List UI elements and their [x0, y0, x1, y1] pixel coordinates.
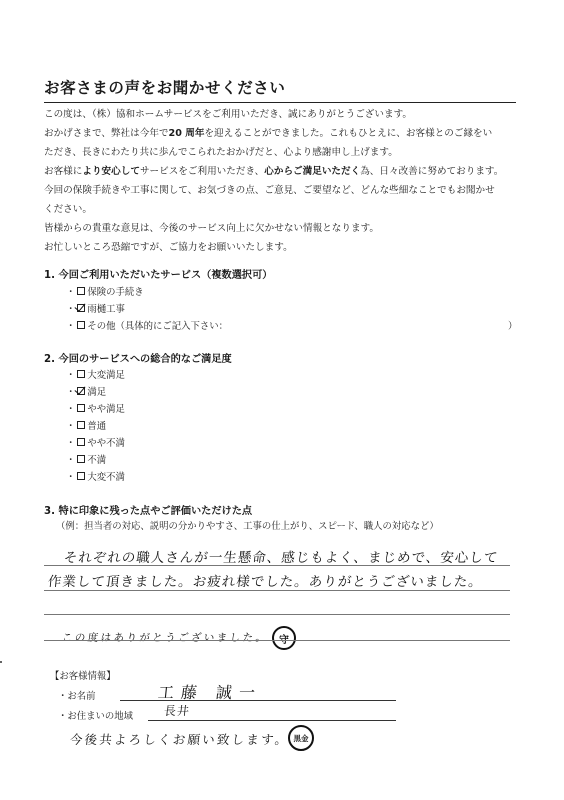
handwritten-comment-line2: 作業して頂きました。お疲れ様でした。ありがとうございました。 — [46, 574, 484, 590]
writing-line — [44, 640, 510, 641]
close-paren: ） — [508, 321, 518, 332]
checkbox[interactable] — [77, 421, 85, 429]
intro-line: お客様により安心してサービスをご利用いただき、心からご満足いただく為、日々改善に努めております。 — [44, 166, 504, 177]
satisfaction-option[interactable]: ・ やや満足 — [66, 404, 125, 415]
page-title: お客さまの声をお聞かせください — [44, 76, 516, 103]
intro-line: おかげさまで、弊社は今年で20 周年を迎えることができました。これもひとえに、お客様とのご縁をい — [44, 128, 493, 139]
checkbox-checked[interactable] — [77, 387, 85, 395]
intro-line: ただき、長きにわたり共に歩んでこられたおかげだと、心より感謝申し上げます。 — [44, 147, 398, 158]
satisfaction-option[interactable]: ・ 満足 — [66, 387, 107, 398]
checkbox[interactable] — [77, 438, 85, 446]
writing-line — [44, 614, 510, 615]
handwritten-comment-line1: それぞれの職人さんが一生懸命、感じもよく、まじめで、安心して — [62, 550, 500, 566]
customer-info-label: 【お客様情報】 — [50, 671, 116, 682]
section3-heading: 3. 特に印象に残った点やご評価いただけた点 — [44, 506, 253, 517]
satisfaction-option[interactable]: ・ 大変満足 — [66, 370, 125, 381]
name-value: 工藤 誠一 — [156, 683, 263, 702]
checkbox[interactable] — [77, 404, 85, 412]
area-underline — [148, 720, 396, 721]
service-option[interactable]: ・ 保険の手続き — [66, 287, 144, 298]
name-underline — [120, 700, 396, 701]
name-label: ・お名前 — [58, 691, 96, 702]
writing-line — [44, 565, 510, 566]
service-option[interactable]: ・ その他（具体的にご記入下さい： — [66, 321, 229, 332]
scan-speck — [0, 661, 2, 663]
handwritten-comment-line3: この度はありがとうございました。 — [61, 632, 269, 644]
intro-line: お忙しいところ恐縮ですが、ご協力をお願いいたします。 — [44, 242, 293, 253]
section3-note: （例：担当者の対応、説明の分かりやすさ、工事の仕上がり、スピード、職人の対応など） — [56, 521, 439, 532]
satisfaction-option[interactable]: ・ 不満 — [66, 455, 107, 466]
checkbox[interactable] — [77, 287, 85, 295]
writing-line — [44, 590, 510, 591]
intro-line: 今回の保険手続きや工事に関して、お気づきの点、ご意見、ご要望など、どんな些細なことでもお聞かせ — [44, 185, 495, 196]
intro-line: この度は、（株）協和ホームサービスをご利用いただき、誠にありがとうございます。 — [44, 109, 413, 120]
checkbox[interactable] — [77, 472, 85, 480]
checkbox-checked[interactable] — [77, 304, 85, 312]
checkbox[interactable] — [77, 321, 85, 329]
checkbox[interactable] — [77, 370, 85, 378]
service-option[interactable]: ・ 雨樋工事 — [66, 304, 125, 315]
section2-heading: 2. 今回のサービスへの総合的なご満足度 — [44, 354, 232, 365]
satisfaction-option[interactable]: ・ やや不満 — [66, 438, 125, 449]
section1-heading: 1. 今回ご利用いただいたサービス（複数選択可） — [44, 270, 273, 281]
intro-line: 皆様からの貴重な意見は、今後のサービス向上に欠かせない情報となります。 — [44, 223, 380, 234]
seal-stamp-2: 黒金 — [288, 725, 314, 751]
satisfaction-option[interactable]: ・ 大変不満 — [66, 472, 125, 483]
satisfaction-option[interactable]: ・ 普通 — [66, 421, 107, 432]
seal-stamp: 守 — [272, 626, 296, 650]
intro-line: ください。 — [44, 204, 92, 215]
area-label: ・お住まいの地域 — [58, 711, 134, 722]
closing-message: 今後共よろしくお願い致します。 — [69, 732, 291, 747]
checkbox[interactable] — [77, 455, 85, 463]
area-value: 長井 — [163, 704, 191, 718]
intro-text — [44, 105, 524, 257]
